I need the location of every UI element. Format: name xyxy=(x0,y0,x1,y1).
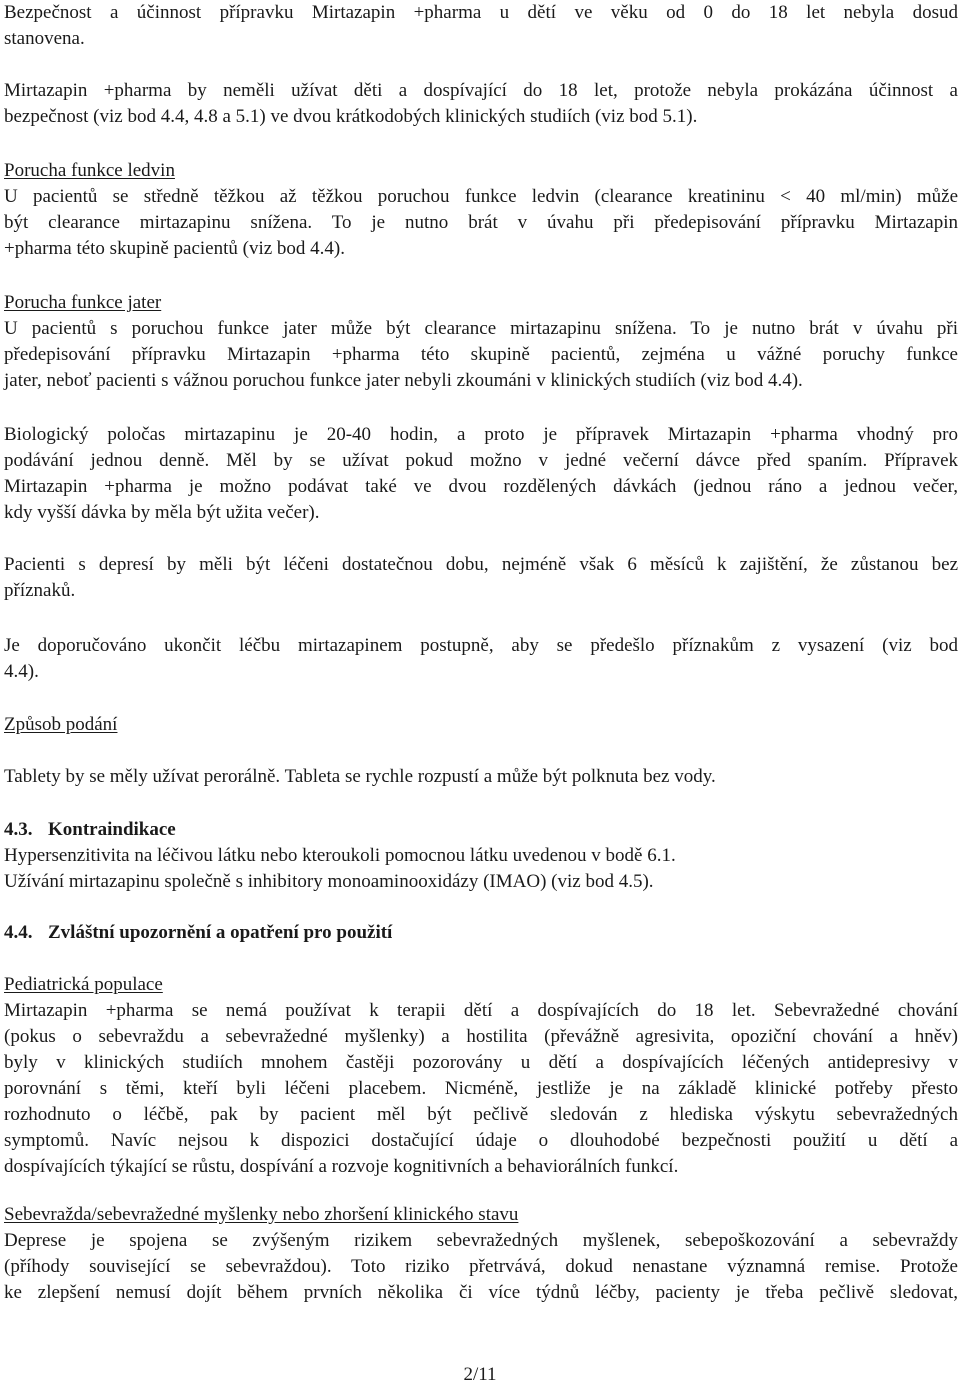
suicide-heading: Sebevražda/sebevražedné myšlenky nebo zhoršení klinického stavu xyxy=(4,1204,519,1225)
text-line: Pacienti s depresí by měli být léčeni dostatečnou dobu, nejméně však 6 měsíců k zajištění, že zůstanou bez xyxy=(4,554,958,575)
text-line: jater, neboť pacienti s vážnou poruchou funkce jater nebyli zkoumáni v klinických studiích (viz bod 4.4). xyxy=(4,370,803,391)
section-hepatic-impairment xyxy=(4,290,958,394)
section-title: Kontraindikace xyxy=(48,819,176,840)
section-number: 4.4. xyxy=(4,922,33,943)
text-line: Užívání mirtazapinu společně s inhibitory monoaminooxidázy (IMAO) (viz bod 4.5). xyxy=(4,871,654,892)
text-line: Biologický poločas mirtazapinu je 20-40 hodin, a proto je přípravek Mirtazapin +pharma vhodný pro xyxy=(4,424,958,445)
text-line: U pacientů s poruchou funkce jater může být clearance mirtazapinu snížena. To je nutno brát v úvahu při xyxy=(4,318,958,339)
text-line: Mirtazapin +pharma by neměli užívat děti a dospívající do 18 let, protože nebyla prokázána účinnost a xyxy=(4,80,958,101)
text-line: bezpečnost (viz bod 4.4, 4.8 a 5.1) ve dvou krátkodobých klinických studiích (viz bod 5.1). xyxy=(4,106,698,127)
paragraph-half-life xyxy=(4,422,958,526)
administration-text-block xyxy=(4,764,958,790)
text-line: Mirtazapin +pharma se nemá používat k terapii dětí a dospívajících do 18 let. Sebevražedné chování xyxy=(4,1000,958,1021)
paragraph-pediatric-safety xyxy=(4,0,958,52)
section-administration xyxy=(4,712,958,738)
renal-heading: Porucha funkce ledvin xyxy=(4,160,175,181)
text-line: ke zlepšení nemusí dojít během prvních několika či více týdnů léčby, pacienty je třeba pečlivě sledovat, xyxy=(4,1282,958,1303)
text-line: U pacientů se středně těžkou až těžkou poruchou funkce ledvin (clearance kreatininu < 40 ml/min) může xyxy=(4,186,958,207)
text-line: porovnání s těmi, kteří byli léčeni placebem. Nicméně, jestliže je na základě klinické potřeby přesto xyxy=(4,1078,958,1099)
text-line: Deprese je spojena se zvýšeným rizikem sebevražedných myšlenek, sebepoškozování a sebevraždy xyxy=(4,1230,958,1251)
administration-text: Tablety by se měly užívat perorálně. Tableta se rychle rozpustí a může být polknuta bez vody. xyxy=(4,766,716,787)
text-line: kdy vyšší dávka by měla být užita večer). xyxy=(4,502,320,523)
paragraph-discontinuation xyxy=(4,633,958,685)
section-heading-4-4 xyxy=(4,920,958,946)
text-line: dospívajících týkající se růstu, dospívání a rozvoje kognitivních a behaviorálních funkcí. xyxy=(4,1156,679,1177)
section-title: Zvláštní upozornění a opatření pro použití xyxy=(48,922,393,943)
section-heading-4-3 xyxy=(4,817,958,843)
paragraph-children-use xyxy=(4,78,958,130)
section-renal-impairment xyxy=(4,158,958,262)
paragraph-treatment-duration xyxy=(4,552,958,604)
text-line: Hypersenzitivita na léčivou látku nebo kteroukoli pomocnou látku uvedenou v bodě 6.1. xyxy=(4,845,676,866)
text-line: Mirtazapin +pharma je možno podávat také ve dvou rozdělených dávkách (jednou ráno a jednou večer, xyxy=(4,476,958,497)
administration-heading: Způsob podání xyxy=(4,714,118,735)
section-pediatric-population xyxy=(4,972,958,1180)
section-4-4 xyxy=(4,920,958,946)
text-line: předepisování přípravku Mirtazapin +pharma této skupině pacientů, zejména u vážné poruchy funkce xyxy=(4,344,958,365)
text-line: Bezpečnost a účinnost přípravku Mirtazapin +pharma u dětí ve věku od 0 do 18 let nebyla dosud xyxy=(4,2,958,23)
text-line: rozhodnuto o léčbě, pak by pacient měl být pečlivě sledován z hlediska výskytu sebevražedných xyxy=(4,1104,958,1125)
text-line: byly v klinických studiích mnohem častěji pozorovány u dětí a dospívajících léčených antidepresivy v xyxy=(4,1052,958,1073)
hepatic-heading: Porucha funkce jater xyxy=(4,292,162,313)
text-line: být clearance mirtazapinu snížena. To je nutno brát v úvahu při předepisování přípravku Mirtazapin xyxy=(4,212,958,233)
text-line: (pokus o sebevraždu a sebevražedné myšlenky) a hostilita (převážně agresivita, opoziční chování a hněv) xyxy=(4,1026,958,1047)
section-4-3 xyxy=(4,817,958,895)
text-line: podávání jednou denně. Měl by se užívat pokud možno v jedné večerní dávce před spaním. Přípravek xyxy=(4,450,958,471)
text-line: Je doporučováno ukončit léčbu mirtazapinem postupně, aby se předešlo příznakům z vysazení (viz bod xyxy=(4,635,958,656)
pediatric-heading: Pediatrická populace xyxy=(4,974,163,995)
section-suicide-risk xyxy=(4,1202,958,1306)
text-line: stanovena. xyxy=(4,28,85,49)
text-line: +pharma této skupině pacientů (viz bod 4.4). xyxy=(4,238,346,259)
text-line: (příhody související se sebevraždou). Toto riziko přetrvává, dokud nenastane významná remise. Protože xyxy=(4,1256,958,1277)
text-line: symptomů. Navíc nejsou k dispozici dostačující údaje o dlouhodobé bezpečnosti použití u dětí a xyxy=(4,1130,958,1151)
section-number: 4.3. xyxy=(4,819,33,840)
page-number: 2/11 xyxy=(463,1364,497,1385)
text-line: příznaků. xyxy=(4,580,76,601)
text-line: 4.4). xyxy=(4,661,39,682)
